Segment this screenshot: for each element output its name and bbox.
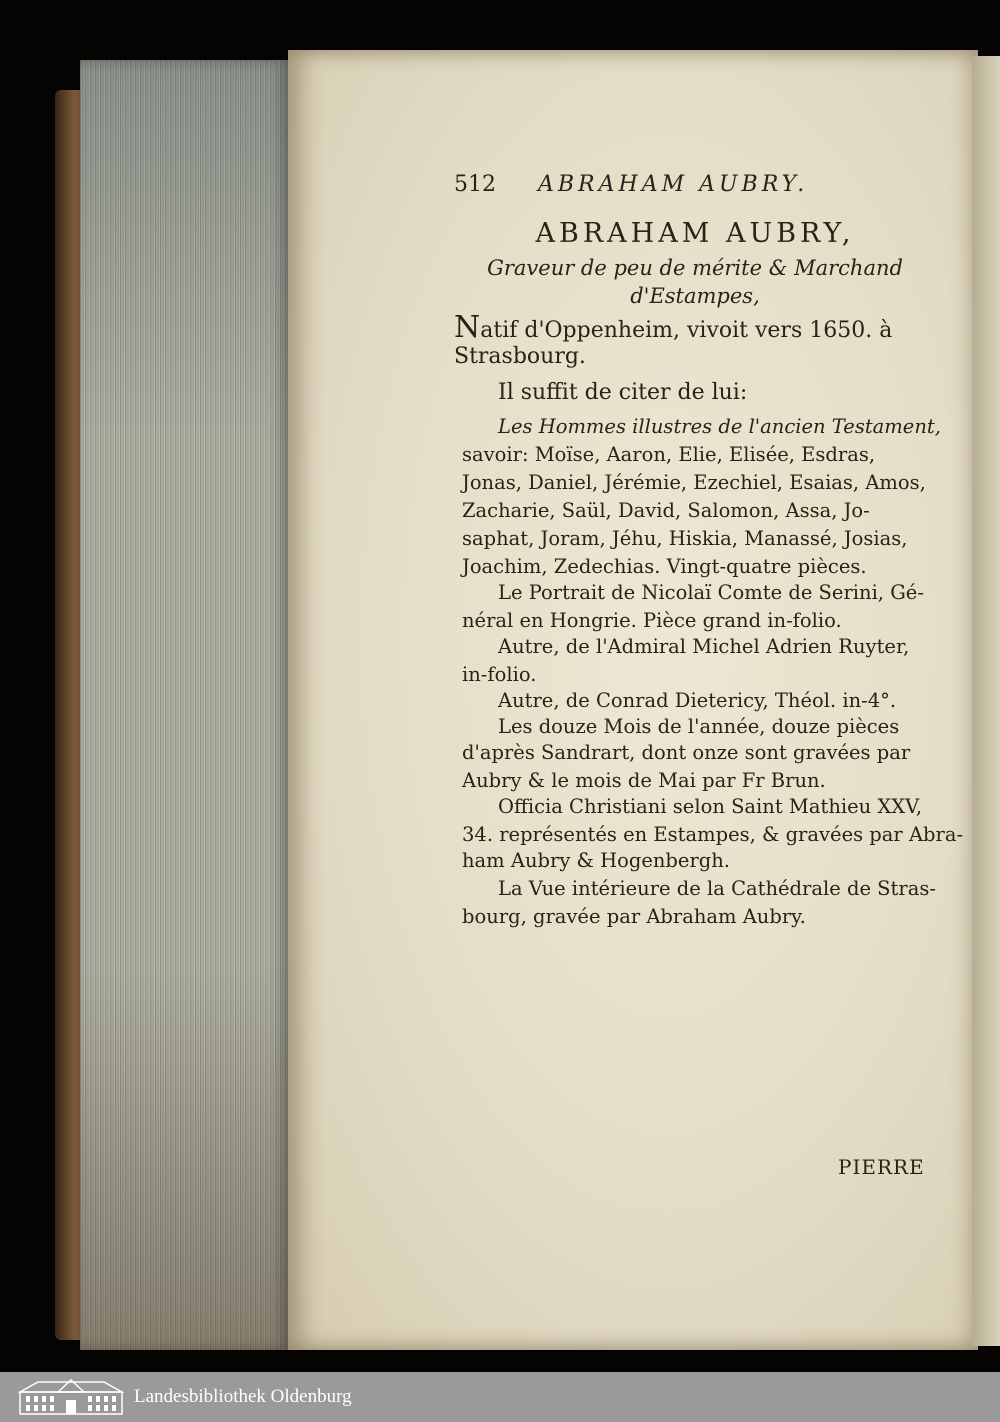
text-line: Les douze Mois de l'année, douze pièces bbox=[498, 715, 900, 738]
text-line: bourg, gravée par Abraham Aubry. bbox=[462, 905, 806, 928]
entry-subtitle-cont: d'Estampes, bbox=[630, 284, 760, 308]
page-number: 512 bbox=[454, 172, 496, 197]
text-line: Natif d'Oppenheim, vivoit vers 1650. à bbox=[454, 310, 893, 345]
text-line: in-folio. bbox=[462, 663, 537, 686]
running-header bbox=[454, 172, 936, 202]
entry-subtitle: Graveur de peu de mérite & Marchand bbox=[487, 256, 903, 280]
catchword: PIERRE bbox=[838, 1155, 925, 1179]
text-line: savoir: Moïse, Aaron, Elie, Elisée, Esdras, bbox=[462, 443, 876, 466]
text-line: ham Aubry & Hogenbergh. bbox=[462, 849, 731, 872]
library-building-icon bbox=[18, 1378, 124, 1416]
text-line: La Vue intérieure de la Cathédrale de Stras- bbox=[498, 877, 936, 900]
text-line: Jonas, Daniel, Jérémie, Ezechiel, Esaias, Amos, bbox=[462, 471, 926, 494]
text-line: d'après Sandrart, dont onze sont gravées par bbox=[462, 741, 911, 764]
text-line: Autre, de Conrad Dietericy, Théol. in-4°. bbox=[498, 689, 897, 712]
library-name: Landesbibliothek Oldenburg bbox=[134, 1386, 352, 1407]
text-line: Il suffit de citer de lui: bbox=[498, 380, 748, 405]
library-footer bbox=[0, 1372, 1000, 1422]
text-line: Zacharie, Saül, David, Salomon, Assa, Jo- bbox=[462, 499, 870, 522]
text-line: 34. représentés en Estampes, & gravées par Abra- bbox=[462, 823, 964, 846]
drop-letter: N bbox=[454, 310, 481, 345]
text-line: Strasbourg. bbox=[454, 344, 586, 369]
text-line: Joachim, Zedechias. Vingt-quatre pièces. bbox=[462, 555, 867, 578]
entry-title: ABRAHAM AUBRY, bbox=[535, 218, 855, 249]
running-title: ABRAHAM AUBRY. bbox=[538, 172, 809, 197]
text-line: Autre, de l'Admiral Michel Adrien Ruyter, bbox=[498, 635, 910, 658]
text-line: Aubry & le mois de Mai par Fr Brun. bbox=[462, 769, 826, 792]
text-line: saphat, Joram, Jéhu, Hiskia, Manassé, Josias, bbox=[462, 527, 908, 550]
text-line: Les Hommes illustres de l'ancien Testament, bbox=[498, 415, 941, 438]
facing-page-edge bbox=[972, 56, 1000, 1346]
page-block-edges bbox=[80, 60, 290, 1350]
text-line: Officia Christiani selon Saint Mathieu XXV, bbox=[498, 795, 923, 818]
text-line: Le Portrait de Nicolaï Comte de Serini, Gé- bbox=[498, 581, 924, 604]
text-line: néral en Hongrie. Pièce grand in-folio. bbox=[462, 609, 842, 632]
